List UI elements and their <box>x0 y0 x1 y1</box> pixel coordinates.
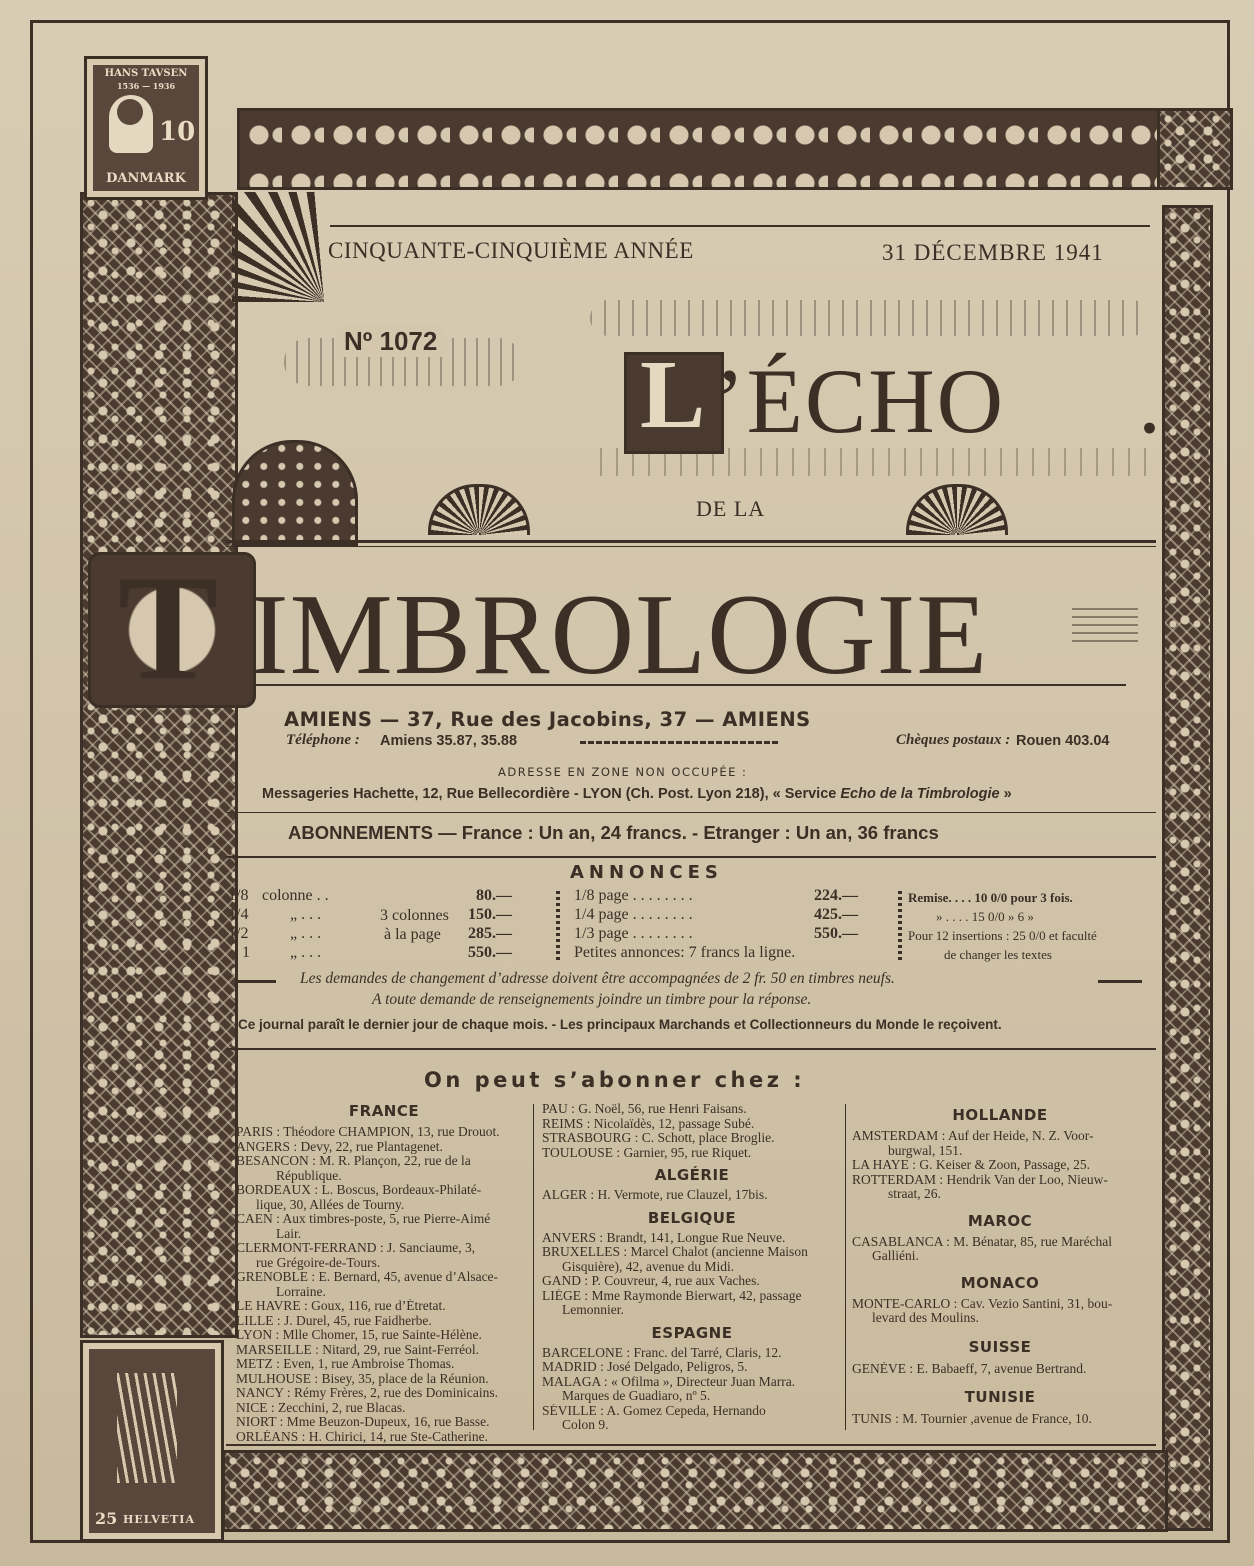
annonces-remise-divider <box>898 888 902 960</box>
page-price: 550.— <box>814 925 858 942</box>
petites-annonces: Petites annonces: 7 francs la ligne. <box>574 944 796 961</box>
col-size: 1/8 <box>228 887 249 904</box>
list-item: TOULOUSE : Garnier, 95, rue Riquet. <box>542 1145 752 1160</box>
list-item: LIÉGE : Mme Raymonde Bierwart, 42, passage <box>542 1288 802 1303</box>
outer-frame-left <box>30 20 33 1543</box>
subscriptions-foreign: - Etranger : Un an, 36 francs <box>692 822 939 843</box>
timbro-flourish <box>1072 604 1138 642</box>
zone-title: ADRESSE EN ZONE NON OCCUPÉE : <box>498 765 748 779</box>
list-item: ALGER : H. Vermote, rue Clauzel, 17bis. <box>542 1188 768 1202</box>
list-item: CASABLANCA : M. Bénatar, 85, rue Maréchal <box>852 1234 1113 1249</box>
phone-value: Amiens 35.87, 35.88 <box>380 733 518 749</box>
directory-column-rule-1 <box>533 1104 534 1430</box>
left-ornament-column <box>80 192 238 1338</box>
outer-frame-right <box>1227 20 1230 1543</box>
col-price: 80.— <box>476 887 512 904</box>
list-item: LILLE : J. Durel, 45, rue Faidherbe. <box>236 1313 432 1328</box>
list-item: ANVERS : Brandt, 141, Longue Rue Neuve. <box>542 1230 786 1245</box>
issue-number: Nº 1072 <box>338 326 443 357</box>
zone-address <box>262 786 1012 802</box>
list-item: BESANCON : M. R. Plançon, 22, rue de la <box>236 1154 471 1168</box>
right-ornament-column <box>1162 205 1213 1531</box>
remise-line-2: » . . . . 15 0/0 » 6 » <box>936 909 1034 924</box>
stamp-top-text: HANS TAVSEN <box>104 68 188 79</box>
issue-date: 31 DÉCEMBRE 1941 <box>882 240 1104 265</box>
echo-underline-ornament <box>600 448 1160 476</box>
col-price: 550.— <box>468 944 512 961</box>
remise-line-1: Remise. . . . 10 0/0 pour 3 fois. <box>908 890 1073 905</box>
col-row <box>228 943 558 962</box>
masthead-rule <box>226 540 1156 543</box>
de-la-text: DE LA <box>696 496 766 521</box>
list-item: METZ : Even, 1, rue Ambroise Thomas. <box>236 1357 455 1371</box>
list-item: MALAGA : « Ofilma », Directeur Juan Marra. <box>542 1374 796 1389</box>
list-item: GAND : P. Couvreur, 4, rue aux Vaches. <box>542 1274 760 1288</box>
annonces-title: ANNONCES <box>570 862 723 883</box>
stamp-value: 10 <box>159 117 196 147</box>
notice-dash-right <box>1098 980 1142 983</box>
section-heading-algerie: ALGÉRIE <box>654 1166 730 1184</box>
zone-address-part-1: Messageries Hachette, 12, Rue Bellecordière - LYON (Ch. Post. Lyon 218), « Service <box>262 786 841 802</box>
notice-dash-left <box>236 980 276 983</box>
remise-line-4: de changer les textes <box>944 947 1052 962</box>
annonces-column-prices <box>228 886 558 962</box>
section-heading-suisse: SUISSE <box>968 1337 1032 1356</box>
cheques-value: Rouen 403.04 <box>1016 733 1110 749</box>
directory-column-middle <box>542 1102 842 1433</box>
list-item: PAU : G. Noël, 56, rue Henri Faisans. <box>542 1102 747 1116</box>
list-item: GRENOBLE : E. Bernard, 45, avenue d’Alsace- <box>236 1270 499 1284</box>
portrait-head <box>117 99 143 125</box>
col-unit: „ . . . <box>290 925 322 942</box>
year-label: CINQUANTE-CINQUIÈME ANNÉE <box>328 238 694 263</box>
col-unit: „ . . . <box>290 906 322 923</box>
col-unit: „ . . . <box>290 944 322 961</box>
outer-frame-top <box>30 20 1230 23</box>
subscriptions-top-rule <box>226 812 1156 813</box>
zone-address-part-2: » <box>999 786 1012 802</box>
list-item: levard des Moulins. <box>872 1311 979 1325</box>
directory-column-rule-2 <box>845 1104 846 1430</box>
list-item: Lair. <box>276 1226 302 1241</box>
list-item: République. <box>276 1168 342 1183</box>
subscriptions-line <box>288 822 939 844</box>
section-heading-maroc: MAROC <box>967 1211 1033 1230</box>
stamp-years: 1536 — 1936 <box>116 81 176 91</box>
phone-label: Téléphone : <box>286 732 360 748</box>
list-item: BORDEAUX : L. Boscus, Bordeaux-Philaté- <box>236 1183 482 1197</box>
col-size: 1 <box>242 944 250 961</box>
address-main: AMIENS — 37, Rue des Jacobins, 37 — AMIENS <box>284 708 811 731</box>
list-item: SÉVILLE : A. Gomez Cepeda, Hernando <box>542 1403 766 1418</box>
list-item: STRASBOURG : C. Schott, place Broglie. <box>542 1131 775 1145</box>
half-wheel-left <box>428 484 530 535</box>
stamp-country: HELVETIA <box>123 1513 195 1526</box>
bottom-ornament-band <box>222 1450 1168 1532</box>
annonces-page-prices <box>570 886 900 962</box>
directory-column-right <box>852 1106 1148 1427</box>
col-size: 1/4 <box>228 906 249 923</box>
col-price: 150.— <box>468 906 512 923</box>
zone-address-italic: Echo de la Timbrologie <box>840 786 1000 802</box>
stamp-value: 25 <box>95 1509 118 1528</box>
list-item: AMSTERDAM : Auf der Heide, N. Z. Voor- <box>852 1129 1094 1143</box>
masthead-rule-thin <box>226 546 1156 547</box>
list-item: Marques de Guadiaro, nº 5. <box>562 1389 711 1403</box>
top-ornament-band <box>237 108 1163 190</box>
half-wheel-right <box>906 484 1008 535</box>
list-item: LYON : Mlle Chomer, 15, rue Sainte-Hélène. <box>236 1328 482 1342</box>
list-item: MONTE-CARLO : Cav. Vezio Santini, 31, bou- <box>852 1296 1113 1311</box>
col-unit: colonne . . <box>262 887 329 904</box>
list-item: Lorraine. <box>276 1284 326 1299</box>
page-row <box>570 924 900 943</box>
cheques-label: Chèques postaux : <box>896 732 1011 748</box>
list-item: ORLÉANS : H. Chirici, 14, rue Ste-Catherine. <box>236 1429 488 1444</box>
directory-bottom-rule <box>226 1444 1156 1446</box>
list-item: REIMS : Nicolaïdès, 12, passage Subé. <box>542 1116 755 1131</box>
directory-title: On peut s’abonner chez : <box>424 1068 806 1092</box>
header-top-rule <box>330 225 1150 227</box>
col-size: 1/2 <box>228 925 249 942</box>
echo-title-dot: . <box>1138 350 1161 452</box>
top-right-corner-ornament <box>1157 108 1233 190</box>
directory-column-france <box>236 1102 532 1444</box>
notice-publication: Ce journal paraît le dernier jour de chaque mois. - Les principaux Marchands et Collectionneurs du Monde le reçoivent. <box>238 1017 1002 1032</box>
page-price: 224.— <box>814 887 858 904</box>
section-heading-belgique: BELGIQUE <box>647 1208 737 1227</box>
section-heading-monaco: MONACO <box>960 1273 1040 1292</box>
list-item: Lemonnier. <box>562 1303 624 1317</box>
subscriptions-bottom-rule <box>226 856 1156 858</box>
address-wave-rule <box>580 741 780 744</box>
col-row <box>228 886 558 905</box>
france-list <box>236 1125 532 1444</box>
annonces-bracket-divider <box>556 888 560 960</box>
col-price: 285.— <box>468 925 512 942</box>
echo-title: ’ÉCHO <box>714 350 1006 452</box>
notice-address-change: Les demandes de changement d’adresse doivent être accompagnées de 2 fr. 50 en timbres neufs. <box>300 970 895 987</box>
section-heading-hollande: HOLLANDE <box>952 1106 1048 1124</box>
list-item: burgwal, 151. <box>888 1143 963 1158</box>
remise-line-3: Pour 12 insertions : 25 0/0 et faculté <box>908 928 1097 943</box>
notice-information: A toute demande de renseignements joindre un timbre pour la réponse. <box>372 991 812 1008</box>
list-item: GENÈVE : E. Babaeff, 7, avenue Bertrand. <box>852 1361 1087 1376</box>
section-heading-espagne: ESPAGNE <box>651 1323 733 1342</box>
list-item: lique, 30, Allées de Tourny. <box>256 1197 405 1212</box>
list-item: NIORT : Mme Beuzon-Dupeux, 16, rue Basse. <box>236 1415 490 1429</box>
list-item: NANCY : Rémy Frères, 2, rue des Dominicains. <box>236 1386 498 1400</box>
page-label: 1/4 page . . . . . . . . <box>574 906 693 923</box>
list-item: CLERMONT-FERRAND : J. Sanciaume, 3, <box>236 1241 476 1255</box>
page-label: 1/8 page . . . . . . . . <box>574 887 693 904</box>
annonces-remise <box>908 888 1148 964</box>
list-item: MULHOUSE : Bisey, 35, place de la Réunion. <box>236 1371 489 1386</box>
list-item: LA HAYE : G. Keiser & Zoon, Passage, 25. <box>852 1158 1090 1172</box>
annonces-bottom-rule <box>226 1048 1156 1050</box>
list-item: BRUXELLES : Marcel Chalot (ancienne Maison <box>542 1245 808 1259</box>
timbro-initial-letter: T <box>118 545 219 711</box>
danmark-stamp <box>84 56 208 200</box>
star-globe-ornament <box>232 440 358 546</box>
page-row <box>570 905 900 924</box>
echo-ornament-flourish <box>590 300 1150 336</box>
list-item: ROTTERDAM : Hendrik Van der Loo, Nieuw- <box>852 1172 1108 1187</box>
helvetia-stamp <box>80 1340 224 1542</box>
timbrologie-title: IMBROLOGIE <box>250 571 989 699</box>
page-price: 425.— <box>814 906 858 923</box>
list-item: BARCELONE : Franc. del Tarré, Claris, 12. <box>542 1345 782 1360</box>
list-item: TUNIS : M. Tournier ,avenue de France, 10. <box>852 1412 1092 1426</box>
subscriptions-label: ABONNEMENTS <box>288 822 433 843</box>
list-item: CAEN : Aux timbres-poste, 5, rue Pierre-Aimé <box>236 1212 491 1226</box>
stamp-scene-figure <box>117 1373 177 1483</box>
col-note-3-colonnes: 3 colonnes <box>380 907 449 924</box>
list-item: straat, 26. <box>888 1187 941 1201</box>
list-item: Colon 9. <box>562 1418 609 1432</box>
list-item: NICE : Zecchini, 2, rue Blacas. <box>236 1400 406 1415</box>
sunburst-ornament <box>232 192 324 302</box>
list-item: Gisquière), 42, avenue du Midi. <box>562 1259 735 1274</box>
list-item: rue Grégoire-de-Tours. <box>256 1255 381 1270</box>
page-row <box>570 886 900 905</box>
section-heading-tunisie: TUNISIE <box>964 1388 1036 1406</box>
list-item: MADRID : José Delgado, Peligros, 5. <box>542 1360 748 1374</box>
list-item: LE HAVRE : Goux, 116, rue d’Étretat. <box>236 1299 446 1313</box>
page-label: 1/3 page . . . . . . . . <box>574 925 693 942</box>
list-item: MARSEILLE : Nitard, 29, rue Saint-Ferréol. <box>236 1342 479 1357</box>
section-heading-france: FRANCE <box>348 1102 420 1120</box>
echo-initial-letter: L <box>640 341 706 449</box>
list-item: Galliéni. <box>872 1249 919 1263</box>
subscriptions-france: — France : Un an, 24 francs. <box>438 822 687 843</box>
stamp-country: DANMARK <box>106 171 186 186</box>
col-note-a-la-page: à la page <box>384 926 441 943</box>
list-item: ANGERS : Devy, 22, rue Plantagenet. <box>236 1139 443 1154</box>
list-item: PARIS : Théodore CHAMPION, 13, rue Drouot. <box>236 1125 500 1139</box>
